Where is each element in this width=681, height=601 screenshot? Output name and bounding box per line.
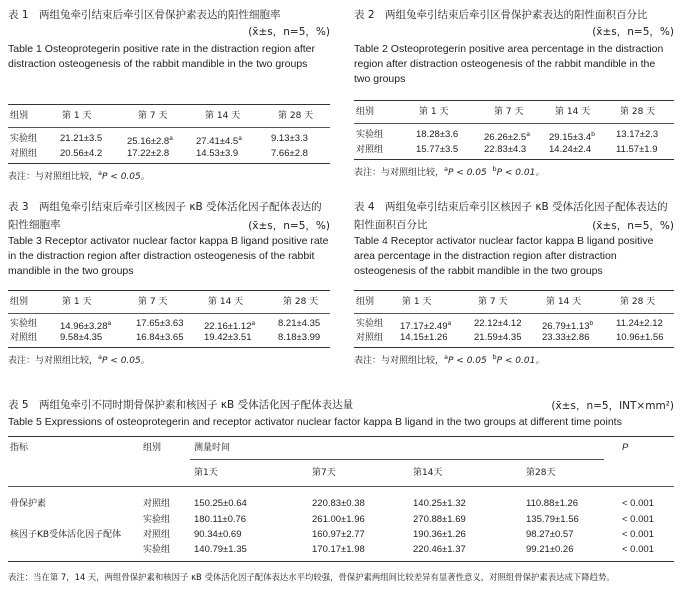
table-3-row2-day14: 19.42±3.51 [204,332,252,343]
table-5-header-time: 测量时间 [194,443,231,453]
table-5-row4-p: < 0.001 [622,544,654,555]
table-1-row1-day1: 21.21±3.5 [60,133,103,144]
table-1-row2-group: 对照组 [10,149,38,159]
table-2-row2-day14: 14.24±2.4 [549,144,592,155]
table-2-row1-day1: 18.28±3.6 [416,129,459,140]
table-1-row2-day14: 14.53±3.9 [196,148,239,159]
table-5-header-day7: 第7天 [312,468,336,478]
table-4-row1-day28: 11.24±2.12 [616,318,663,329]
table-3-header-day1: 第 1 天 [62,297,92,307]
table-3-header-day7: 第 7 天 [138,297,168,307]
table-3-bottom-rule [8,347,330,348]
table-3-header-day14: 第 14 天 [208,297,244,307]
table-3-mid-rule [8,313,330,314]
table-4-header-day7: 第 7 天 [478,297,508,307]
table-5-row1-group: 对照组 [143,499,171,509]
table-5-row2-group: 实验组 [143,515,171,525]
table-1-bottom-rule [8,163,330,164]
table-5-header-day14: 第14天 [413,468,443,478]
table-5 [8,398,674,593]
table-5-header-index: 指标 [10,443,29,453]
table-2-bottom-rule [354,159,674,160]
table-1-header-day1: 第 1 天 [62,111,92,121]
table-4-title-en: Table 4 Receptor activator nuclear factor kappa B ligand positive area percentage in the distraction region after distraction osteogenesis of the rabbit mandible in the two groups [354,235,654,277]
table-2-title-en: Table 2 Osteoprotegerin positive area percentage in the distraction region after distraction osteogenesis of the rabbit mandible in the two groups [354,43,664,85]
table-5-row4-day14: 220.46±1.37 [413,544,466,555]
table-1-row2-day28: 7.66±2.8 [271,148,308,159]
table-5-row3-p: < 0.001 [622,529,654,540]
table-2 [354,8,674,183]
table-1-header-group: 组别 [10,111,29,121]
table-2-row1-day28: 13.17±2.3 [616,129,659,140]
table-3-row1-day14: 22.16±1.12$^a$ [204,320,256,332]
table-3-row1-group: 实验组 [10,319,38,329]
table-5-row4-group: 实验组 [143,545,171,555]
table-3-row2-group: 对照组 [10,333,38,343]
table-4-row1-day7: 22.12±4.12 [474,318,522,329]
table-2-note: 表注：与对照组比较，$^a$P < 0.05 $^b$P < 0.01。 [354,165,545,178]
table-1-row1-group: 实验组 [10,134,38,144]
table-2-row2-day28: 11.57±1.9 [616,144,658,155]
table-2-row2-day1: 15.77±3.5 [416,144,459,155]
table-1-mid-rule [8,127,330,128]
table-2-row1-day14: 29.15±3.4$^b$ [549,131,595,143]
table-5-title-zh: 表 5 两组兔牵引不同时期骨保护素和核因子 κB 受体活化因子配体表达量 [8,399,354,411]
table-5-row4-day7: 170.17±1.98 [312,544,365,555]
table-5-row1-day7: 220.83±0.38 [312,498,365,509]
table-1-title-en: Table 1 Osteoprotegerin positive rate in the distraction region after distraction osteogenesis of the rabbit mandible in the two groups [8,43,316,70]
table-2-row2-day7: 22.83±4.3 [484,144,527,155]
table-2-row2-group: 对照组 [356,145,384,155]
table-5-row1-day1: 150.25±0.64 [194,498,247,509]
table-5-bottom-rule [8,561,674,562]
table-2-unit: (x̄±s，n=5，%) [592,26,674,38]
table-3-title-en: Table 3 Receptor activator nuclear factor kappa B ligand positive rate in the distraction region after distraction osteogenesis of the rabbit mandible in the two groups [8,235,329,277]
table-3-row2-day1: 9.58±4.35 [60,332,103,343]
table-2-row1-day7: 26.26±2.5$^a$ [484,131,530,143]
table-4-row2-day7: 21.59±4.35 [474,332,522,343]
table-2-row1-group: 实验组 [356,130,384,140]
table-4-row2-day14: 23.33±2.86 [542,332,590,343]
table-3-note: 表注：与对照组比较，$^a$P < 0.05。 [8,353,150,366]
table-5-row3-day7: 160.97±2.77 [312,529,365,540]
table-5-header-day28: 第28天 [526,468,556,478]
table-1-header-day14: 第 14 天 [205,111,241,121]
table-5-row2-day1: 180.11±0.76 [194,514,247,525]
table-2-header-group: 组别 [356,107,375,117]
table-1-row2-day7: 17.22±2.8 [127,148,170,159]
table-3-row2-day28: 8.18±3.99 [278,332,321,343]
table-3-header-day28: 第 28 天 [283,297,319,307]
table-1 [8,8,330,183]
table-4-title-zh-line1: 表 4 两组兔牵引结束后牵引区核因子 κB 受体活化因子配体表达的 [354,201,668,213]
table-3 [8,200,330,370]
table-2-top-rule [354,100,674,101]
table-4-row1-day14: 26.79±1.13$^b$ [542,320,594,332]
table-5-row4-day1: 140.79±1.35 [194,544,247,555]
table-4 [354,200,674,370]
table-5-row3-index: 核因子KB受体活化因子配体 [10,530,122,540]
table-5-mid-rule [8,486,674,487]
table-4-note: 表注：与对照组比较，$^a$P < 0.05 $^b$P < 0.01。 [354,353,545,366]
table-5-row2-p: < 0.001 [622,514,654,525]
table-3-header-group: 组别 [10,297,29,307]
table-5-header-p: P [622,442,629,453]
table-5-row3-day28: 98.27±0.57 [526,529,574,540]
table-5-top-rule [8,436,674,437]
table-5-row1-index: 骨保护素 [10,499,47,509]
table-3-unit: (x̄±s，n=5，%) [248,220,330,232]
table-4-row2-day1: 14.15±1.26 [400,332,448,343]
table-5-row2-day14: 270.88±1.69 [413,514,466,525]
table-4-header-day14: 第 14 天 [546,297,582,307]
table-1-header-day28: 第 28 天 [278,111,314,121]
table-5-note: 表注：当在第 7，14 天，两组骨保护素和核因子 κB 受体活化因子配体表达水平均较强，骨保护素两组间比较差异有显著性意义，对照组骨保护素表达成下降趋势。 [8,572,615,582]
table-5-row4-day28: 99.21±0.26 [526,544,574,555]
table-1-top-rule [8,104,330,105]
table-1-row1-day28: 9.13±3.3 [271,133,308,144]
table-1-row1-day7: 25.16±2.8$^a$ [127,135,173,147]
table-3-row2-day7: 16.84±3.65 [136,332,184,343]
table-3-row1-day28: 8.21±4.35 [278,318,321,329]
table-2-header-day14: 第 14 天 [555,107,591,117]
table-1-row2-day1: 20.56±4.2 [60,148,103,159]
table-4-header-day1: 第 1 天 [402,297,432,307]
table-2-header-day28: 第 28 天 [620,107,656,117]
table-5-row3-day14: 190.36±1.26 [413,529,466,540]
table-3-row1-day7: 17.65±3.63 [136,318,184,329]
table-4-header-day28: 第 28 天 [620,297,656,307]
table-4-row1-group: 实验组 [356,319,384,329]
table-2-mid-rule [354,123,674,124]
table-2-header-day1: 第 1 天 [419,107,449,117]
table-1-note: 表注：与对照组比较，$^a$P < 0.05。 [8,169,150,182]
table-2-title-zh: 表 2 两组兔牵引结束后牵引区骨保护素表达的阳性面积百分比 [354,9,648,21]
table-4-unit: (x̄±s，n=5，%) [592,220,674,232]
table-4-row2-day28: 10.96±1.56 [616,332,664,343]
table-5-row1-day28: 110.88±1.26 [526,498,579,509]
table-4-header-group: 组别 [356,297,375,307]
table-1-unit: (x̄±s，n=5，%) [248,26,330,38]
table-4-bottom-rule [354,347,674,348]
table-5-row2-day28: 135.79±1.56 [526,514,579,525]
table-5-row3-day1: 90.34±0.69 [194,529,242,540]
table-3-title-zh-line1: 表 3 两组兔牵引结束后牵引区核因子 κB 受体活化因子配体表达的 [8,201,322,213]
table-1-header-day7: 第 7 天 [138,111,168,121]
table-5-row2-day7: 261.00±1.96 [312,514,365,525]
table-5-row1-p: < 0.001 [622,498,654,509]
table-5-time-span-rule [190,459,604,460]
table-4-row2-group: 对照组 [356,333,384,343]
table-4-title-zh-line2: 阳性面积百分比 [354,219,428,231]
table-5-row3-group: 对照组 [143,530,171,540]
table-3-row1-day1: 14.96±3.28$^a$ [60,320,112,332]
table-5-title-en: Table 5 Expressions of osteoprotegerin and receptor activator nuclear factor kappa B ligand in the two groups at different time points [8,416,622,428]
table-4-mid-rule [354,313,674,314]
table-2-header-day7: 第 7 天 [494,107,524,117]
table-5-header-day1: 第1天 [194,468,218,478]
table-1-row1-day14: 27.41±4.5$^a$ [196,135,242,147]
table-5-unit: (x̄±s，n=5，INT×mm²) [551,400,674,412]
table-3-title-zh-line2: 阳性细胞率 [8,219,61,231]
table-5-header-group: 组别 [143,443,162,453]
table-4-row1-day1: 17.17±2.49$^a$ [400,320,452,332]
table-5-row1-day14: 140.25±1.32 [413,498,466,509]
table-4-top-rule [354,290,674,291]
table-1-title-zh: 表 1 两组兔牵引结束后牵引区骨保护素表达的阳性细胞率 [8,9,281,21]
table-3-top-rule [8,290,330,291]
